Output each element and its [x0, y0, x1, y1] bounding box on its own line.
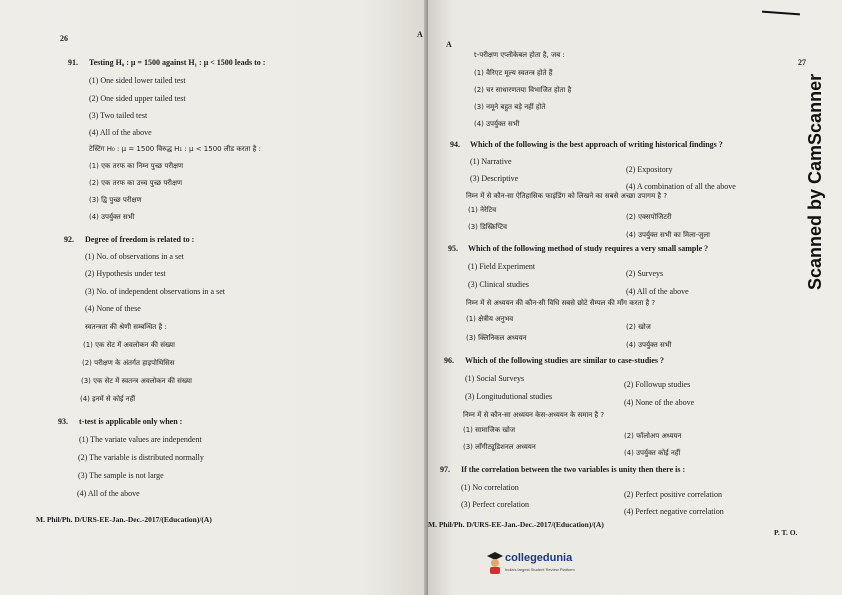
camscanner-watermark: Scanned by CamScanner — [805, 73, 825, 290]
option: (1) Narrative — [470, 157, 512, 166]
hindi-option: (4) उपर्युक्त सभी — [626, 341, 672, 349]
option: (4) A combination of all the above — [626, 182, 736, 191]
hindi-option: (3) द्वि पुच्छ परीक्षण — [89, 196, 142, 204]
hindi-stem: निम्न में से कौन-सा अध्ययन केस-अध्ययन के समान है ? — [463, 411, 605, 419]
option: (3) No. of independent observations in a set — [85, 287, 225, 296]
question-stem: If the correlation between the two variables is unity then there is : — [461, 465, 686, 474]
option: (1) The variate values are independent — [79, 435, 202, 444]
hindi-option: (2) चर साधारणतया विभाजित होता है — [474, 86, 572, 94]
hindi-stem: स्वतन्त्रता की श्रेणी सम्बन्धित है : — [85, 323, 167, 331]
question-stem: Which of the following studies are similar to case-studies ? — [465, 356, 665, 365]
hindi-option: (3) लॉंगीट्यूडिशनल अध्ययन — [463, 443, 536, 451]
option: (3) Two tailed test — [89, 111, 148, 120]
right-page — [428, 0, 842, 595]
option: (2) Perfect positive correlation — [624, 490, 722, 499]
option: (2) Expository — [626, 165, 673, 174]
hindi-option: (2) फॉलोअप अध्ययन — [624, 432, 682, 440]
question-stem: Which of the following method of study requires a very small sample ? — [468, 244, 709, 253]
option: (3) The sample is not large — [78, 471, 164, 480]
hindi-option: (2) खोज — [626, 323, 651, 331]
question-number: 93. — [58, 417, 68, 426]
hindi-stem: निम्न में से अध्ययन की कौन-सी विधि सबसे छोटे सैम्पल की माँग करता है ? — [466, 299, 656, 307]
hindi-option: (1) वैरिएट मूल्य स्वतन्त्र होते हैं — [474, 69, 553, 77]
hindi-option: (2) एक तरफ का उच्च पुच्छ परीक्षण — [89, 179, 183, 187]
question-number: 97. — [440, 465, 450, 474]
hindi-option: (4) उपर्युक्त कोई नहीं — [624, 449, 681, 457]
corner-mark: A — [446, 40, 452, 49]
hindi-option: (1) एक तरफ का निम्न पुच्छ परीक्षण — [89, 162, 184, 170]
student-icon — [487, 552, 503, 574]
hindi-stem: टेस्टिंग H₀ : μ = 1500 विरुद्ध H₁ : μ < 1500 लीड करता है : — [89, 145, 261, 153]
option: (2) One sided upper tailed test — [89, 94, 186, 103]
question-stem: Testing H₀ : μ = 1500 against H₁ : μ < 1500 leads to : — [89, 58, 266, 67]
hindi-option: (4) इनमें से कोई नहीं — [80, 395, 136, 403]
option: (1) No. of observations in a set — [85, 252, 184, 261]
question-number: 95. — [448, 244, 458, 253]
option: (4) Perfect negative correlation — [624, 507, 724, 516]
page-number: 26 — [60, 34, 68, 43]
option: (1) No correlation — [461, 483, 519, 492]
hindi-option: (4) उपर्युक्त सभी का मिला-जुला — [626, 231, 710, 239]
option: (4) None of these — [85, 304, 141, 313]
option: (4) All of the above — [626, 287, 689, 296]
option: (2) Hypothesis under test — [85, 269, 166, 278]
question-stem: t-test is applicable only when : — [79, 417, 183, 426]
hindi-stem: t-परीक्षण एप्लीकेबल होता है, जब : — [474, 51, 565, 59]
hindi-option: (1) सामाजिक खोज — [463, 426, 516, 434]
question-stem: Degree of freedom is related to : — [85, 235, 195, 244]
question-number: 94. — [450, 140, 460, 149]
option: (1) One sided lower tailed test — [89, 76, 186, 85]
hindi-option: (1) नेरेटिव — [468, 206, 497, 214]
option: (3) Clinical studies — [468, 280, 529, 289]
hindi-option: (2) एक्सपोजिटरी — [626, 213, 672, 221]
option: (3) Longitudutional studies — [465, 392, 553, 401]
option: (4) All of the above — [77, 489, 140, 498]
hindi-option: (1) एक सेट में अवलोकन की संख्या — [83, 341, 175, 349]
page-footer: M. Phil/Ph. D/URS-EE-Jan.-Dec.-2017/(Education)/(A) — [428, 520, 604, 529]
logo-name: collegedunia — [505, 552, 573, 564]
option: (1) Field Experiment — [468, 262, 536, 271]
option: (2) The variable is distributed normally — [78, 453, 204, 462]
page-number: 27 — [798, 58, 806, 67]
hindi-option: (3) डिस्क्रिप्टिव — [468, 223, 508, 231]
hindi-option: (3) नमूने बहुत बड़े नहीं होते — [474, 103, 546, 111]
hindi-option: (4) उपर्युक्त सभी — [474, 120, 520, 128]
corner-mark: A — [417, 30, 423, 39]
hindi-option: (1) क्षेत्रीय अनुभव — [466, 315, 514, 323]
pto-label: P. T. O. — [774, 528, 798, 537]
option: (3) Perfect corelation — [461, 500, 529, 509]
question-number: 96. — [444, 356, 454, 365]
hindi-option: (4) उपर्युक्त सभी — [89, 213, 135, 221]
page-footer: M. Phil/Ph. D/URS-EE-Jan.-Dec.-2017/(Education)/(A) — [36, 515, 212, 524]
hindi-option: (3) एक सेट में स्वतन्त्र अवलोकन की संख्या — [81, 377, 192, 385]
hindi-option: (3) क्लिनिकल अध्ययन — [466, 334, 527, 342]
option: (1) Social Surveys — [465, 374, 525, 383]
option: (4) All of the above — [89, 128, 152, 137]
question-number: 92. — [64, 235, 74, 244]
collegedunia-logo — [487, 550, 577, 584]
question-stem: Which of the following is the best approach of writing historical findings ? — [470, 140, 723, 149]
hindi-stem: निम्न में से कौन-सा ऐतिहासिक फाइंडिंग को लिखने का सबसे अच्छा उपागम है ? — [466, 192, 668, 200]
option: (2) Followup studies — [624, 380, 691, 389]
hindi-option: (2) परीक्षण के अंतर्गत हाइपोथिसिस — [82, 359, 175, 367]
question-number: 91. — [68, 58, 78, 67]
option: (2) Surveys — [626, 269, 664, 278]
option: (3) Descriptive — [470, 174, 519, 183]
logo-tagline: India's largest Student Review Platform — [505, 567, 575, 572]
option: (4) None of the above — [624, 398, 695, 407]
